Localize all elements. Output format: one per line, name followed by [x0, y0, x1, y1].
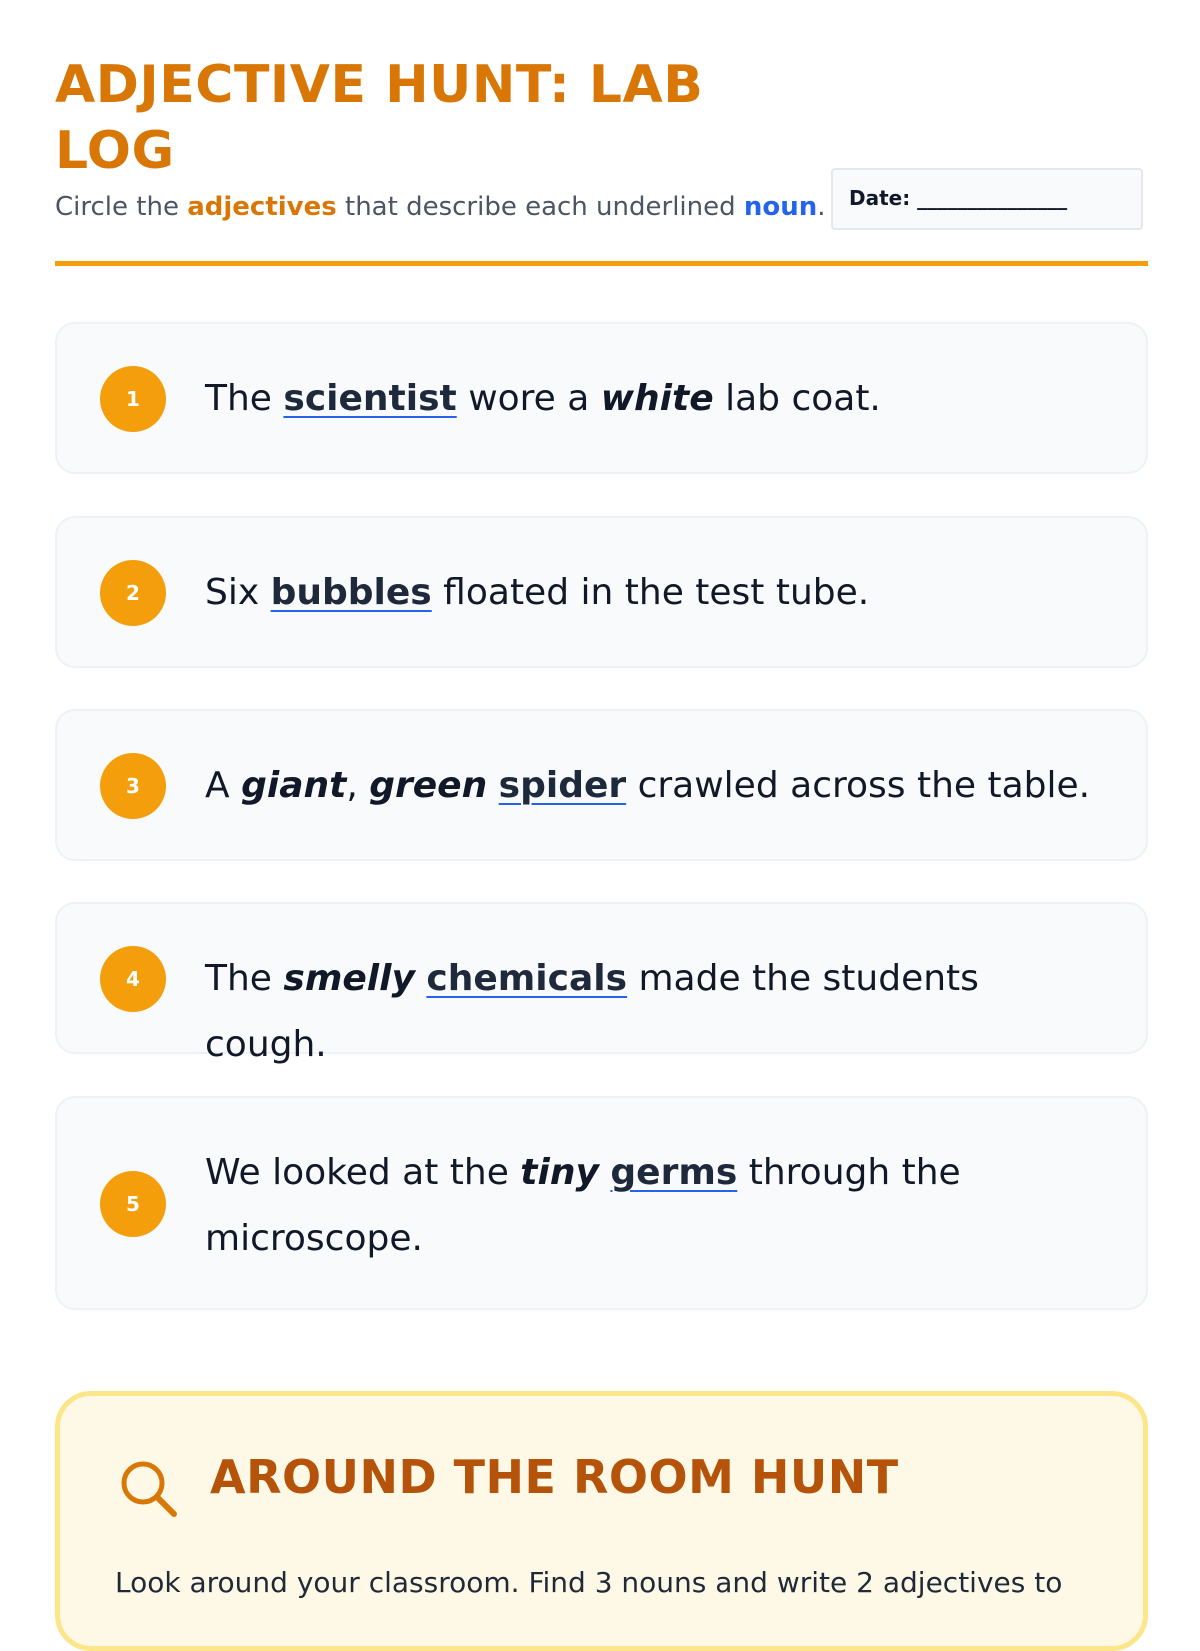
- adjective-word[interactable]: giant: [241, 765, 347, 806]
- instruction-part: .: [817, 192, 826, 222]
- sentence-fragment: through the microscope.: [205, 1152, 961, 1259]
- instruction-part: that describe each underlined: [336, 192, 744, 222]
- sentence-fragment: We looked at the: [205, 1152, 521, 1193]
- sentence-number-badge: 4: [100, 946, 166, 1012]
- underlined-noun: chemicals: [426, 958, 628, 999]
- header-divider: [55, 261, 1148, 266]
- sentence-fragment: wore a: [456, 378, 601, 419]
- underlined-noun: germs: [610, 1152, 738, 1193]
- sentence-number-badge: 3: [100, 753, 166, 819]
- magnifier-icon: [119, 1459, 177, 1517]
- date-field[interactable]: Date: _______________: [831, 168, 1143, 230]
- sentence-fragment: [599, 1152, 610, 1193]
- sentence-fragment: lab coat.: [713, 378, 881, 419]
- sentence-number-badge: 1: [100, 366, 166, 432]
- sentence-fragment: made the students cough.: [205, 958, 979, 1065]
- sentence-fragment: [487, 765, 498, 806]
- page-title: ADJECTIVE HUNT: LAB LOG: [55, 55, 704, 181]
- sentence-card-4: [55, 902, 1148, 1065]
- sentence-text: [205, 560, 1106, 626]
- underlined-noun: spider: [498, 765, 627, 806]
- hunt-title: AROUND THE ROOM HUNT: [210, 1450, 899, 1504]
- adjective-word[interactable]: tiny: [520, 1152, 599, 1193]
- sentence-card-5: [55, 1096, 1148, 1310]
- sentence-text: [205, 946, 1106, 1078]
- adjective-word[interactable]: green: [369, 765, 488, 806]
- underlined-noun: bubbles: [270, 572, 432, 613]
- adjective-word[interactable]: smelly: [283, 958, 415, 999]
- sentence-text: [205, 366, 1106, 432]
- sentence-text: [205, 1140, 1106, 1272]
- sentence-card-3: [55, 709, 1148, 861]
- sentence-fragment: Six: [205, 572, 271, 613]
- noun-keyword: noun: [743, 192, 818, 222]
- sentence-fragment: A: [205, 765, 242, 806]
- instruction-text: [55, 192, 826, 222]
- sentence-number-badge: 5: [100, 1171, 166, 1237]
- adjectives-keyword: adjectives: [187, 192, 337, 222]
- sentence-card-2: [55, 516, 1148, 668]
- sentence-fragment: crawled across the table.: [626, 765, 1091, 806]
- sentence-fragment: The: [205, 958, 284, 999]
- sentence-text: [205, 753, 1106, 819]
- adjective-word[interactable]: white: [600, 378, 714, 419]
- sentence-card-1: [55, 322, 1148, 474]
- room-hunt-box: [55, 1391, 1148, 1651]
- hunt-instructions: Look around your classroom. Find 3 nouns and write 2 adjectives to: [115, 1566, 1063, 1599]
- sentence-fragment: The: [205, 378, 284, 419]
- sentence-number-badge: 2: [100, 560, 166, 626]
- sentence-fragment: [415, 958, 426, 999]
- sentence-fragment: floated in the test tube.: [431, 572, 870, 613]
- underlined-noun: scientist: [283, 378, 457, 419]
- sentence-fragment: ,: [346, 765, 370, 806]
- instruction-part: Circle the: [55, 192, 188, 222]
